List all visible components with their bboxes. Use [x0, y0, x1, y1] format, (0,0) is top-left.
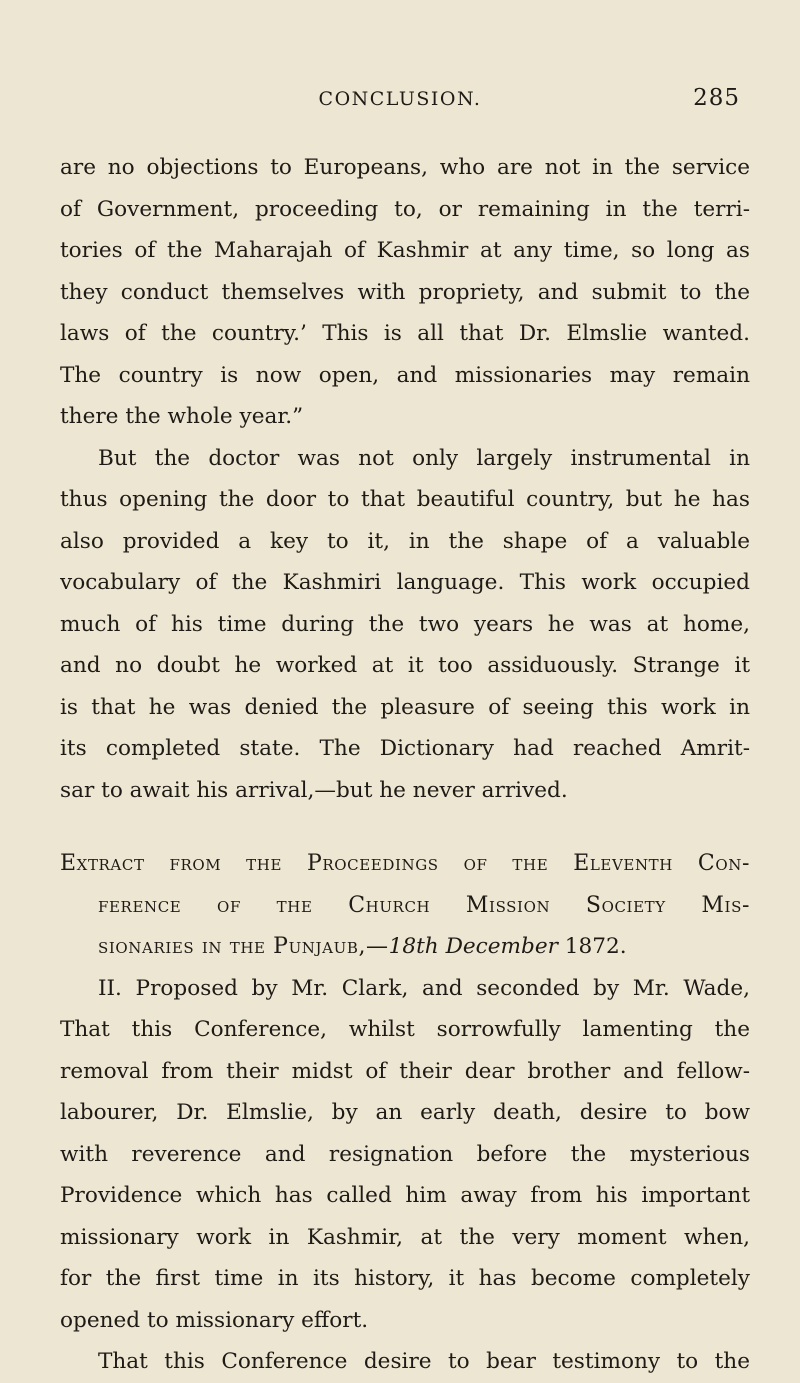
- text-line: laws of the country.’ This is all that Dr. Elmslie wanted.: [60, 321, 750, 346]
- text-line: opened to missionary effort.: [60, 1307, 369, 1333]
- running-title: CONCLUSION.: [318, 88, 482, 110]
- text-line: II. Proposed by Mr. Clark, and seconded by Mr. Wade,: [98, 975, 750, 1001]
- text-line: That this Conference, whilst sorrowfully lamenting the: [60, 1017, 750, 1042]
- text-line: of Government, proceeding to, or remaining in the terri-: [60, 196, 750, 222]
- text-line: The country is now open, and missionaries may remain: [60, 362, 750, 388]
- heading-line: Extract from the Proceedings of the Eleventh Con-: [60, 851, 750, 876]
- text-line: thus opening the door to that beautiful country, but he has: [60, 487, 750, 512]
- heading-line-text: sionaries in the Punjaub,—: [98, 934, 389, 959]
- text-line: and no doubt he worked at it too assiduously. Strange it: [60, 653, 750, 678]
- text-line: sar to await his arrival,—but he never arrived.: [60, 777, 568, 803]
- text-line: tories of the Maharajah of Kashmir at any time, so long as: [60, 238, 750, 263]
- paragraph-1: [60, 147, 750, 438]
- text-line: That this Conference desire to bear testimony to the: [98, 1349, 750, 1374]
- page-number: 285: [693, 85, 740, 111]
- text-line: they conduct themselves with propriety, and submit to the: [60, 279, 750, 305]
- text-line: removal from their midst of their dear brother and fellow-: [60, 1058, 750, 1084]
- paragraph-4: [60, 1341, 750, 1383]
- section-heading: [60, 843, 750, 968]
- text-line: for the first time in its history, it has become completely: [60, 1266, 750, 1291]
- text-line: vocabulary of the Kashmiri language. This work occupied: [60, 570, 750, 595]
- text-line: missionary work in Kashmir, at the very moment when,: [60, 1224, 750, 1250]
- paragraph-2: [60, 438, 750, 812]
- heading-line: [60, 926, 750, 968]
- text-line: with reverence and resignation before the mysterious: [60, 1141, 750, 1167]
- text-line: are no objections to Europeans, who are not in the service: [60, 155, 750, 180]
- heading-date: 18th December: [388, 934, 558, 959]
- paragraph-3: [60, 968, 750, 1342]
- text-line: Providence which has called him away from his important: [60, 1183, 750, 1208]
- text-line: also provided a key to it, in the shape of a valuable: [60, 528, 750, 554]
- running-head: [0, 86, 800, 120]
- text-line: much of his time during the two years he was at home,: [60, 611, 750, 637]
- heading-year: 1872.: [557, 934, 627, 959]
- text-line: labourer, Dr. Elmslie, by an early death, desire to bow: [60, 1100, 750, 1125]
- heading-line: ference of the Church Mission Society Mis-: [98, 892, 750, 918]
- text-line: its completed state. The Dictionary had reached Amrit-: [60, 736, 750, 761]
- body-text: [60, 147, 750, 1383]
- text-line: But the doctor was not only largely instrumental in: [98, 445, 750, 471]
- text-line: is that he was denied the pleasure of seeing this work in: [60, 694, 750, 720]
- text-line: there the whole year.”: [60, 404, 304, 429]
